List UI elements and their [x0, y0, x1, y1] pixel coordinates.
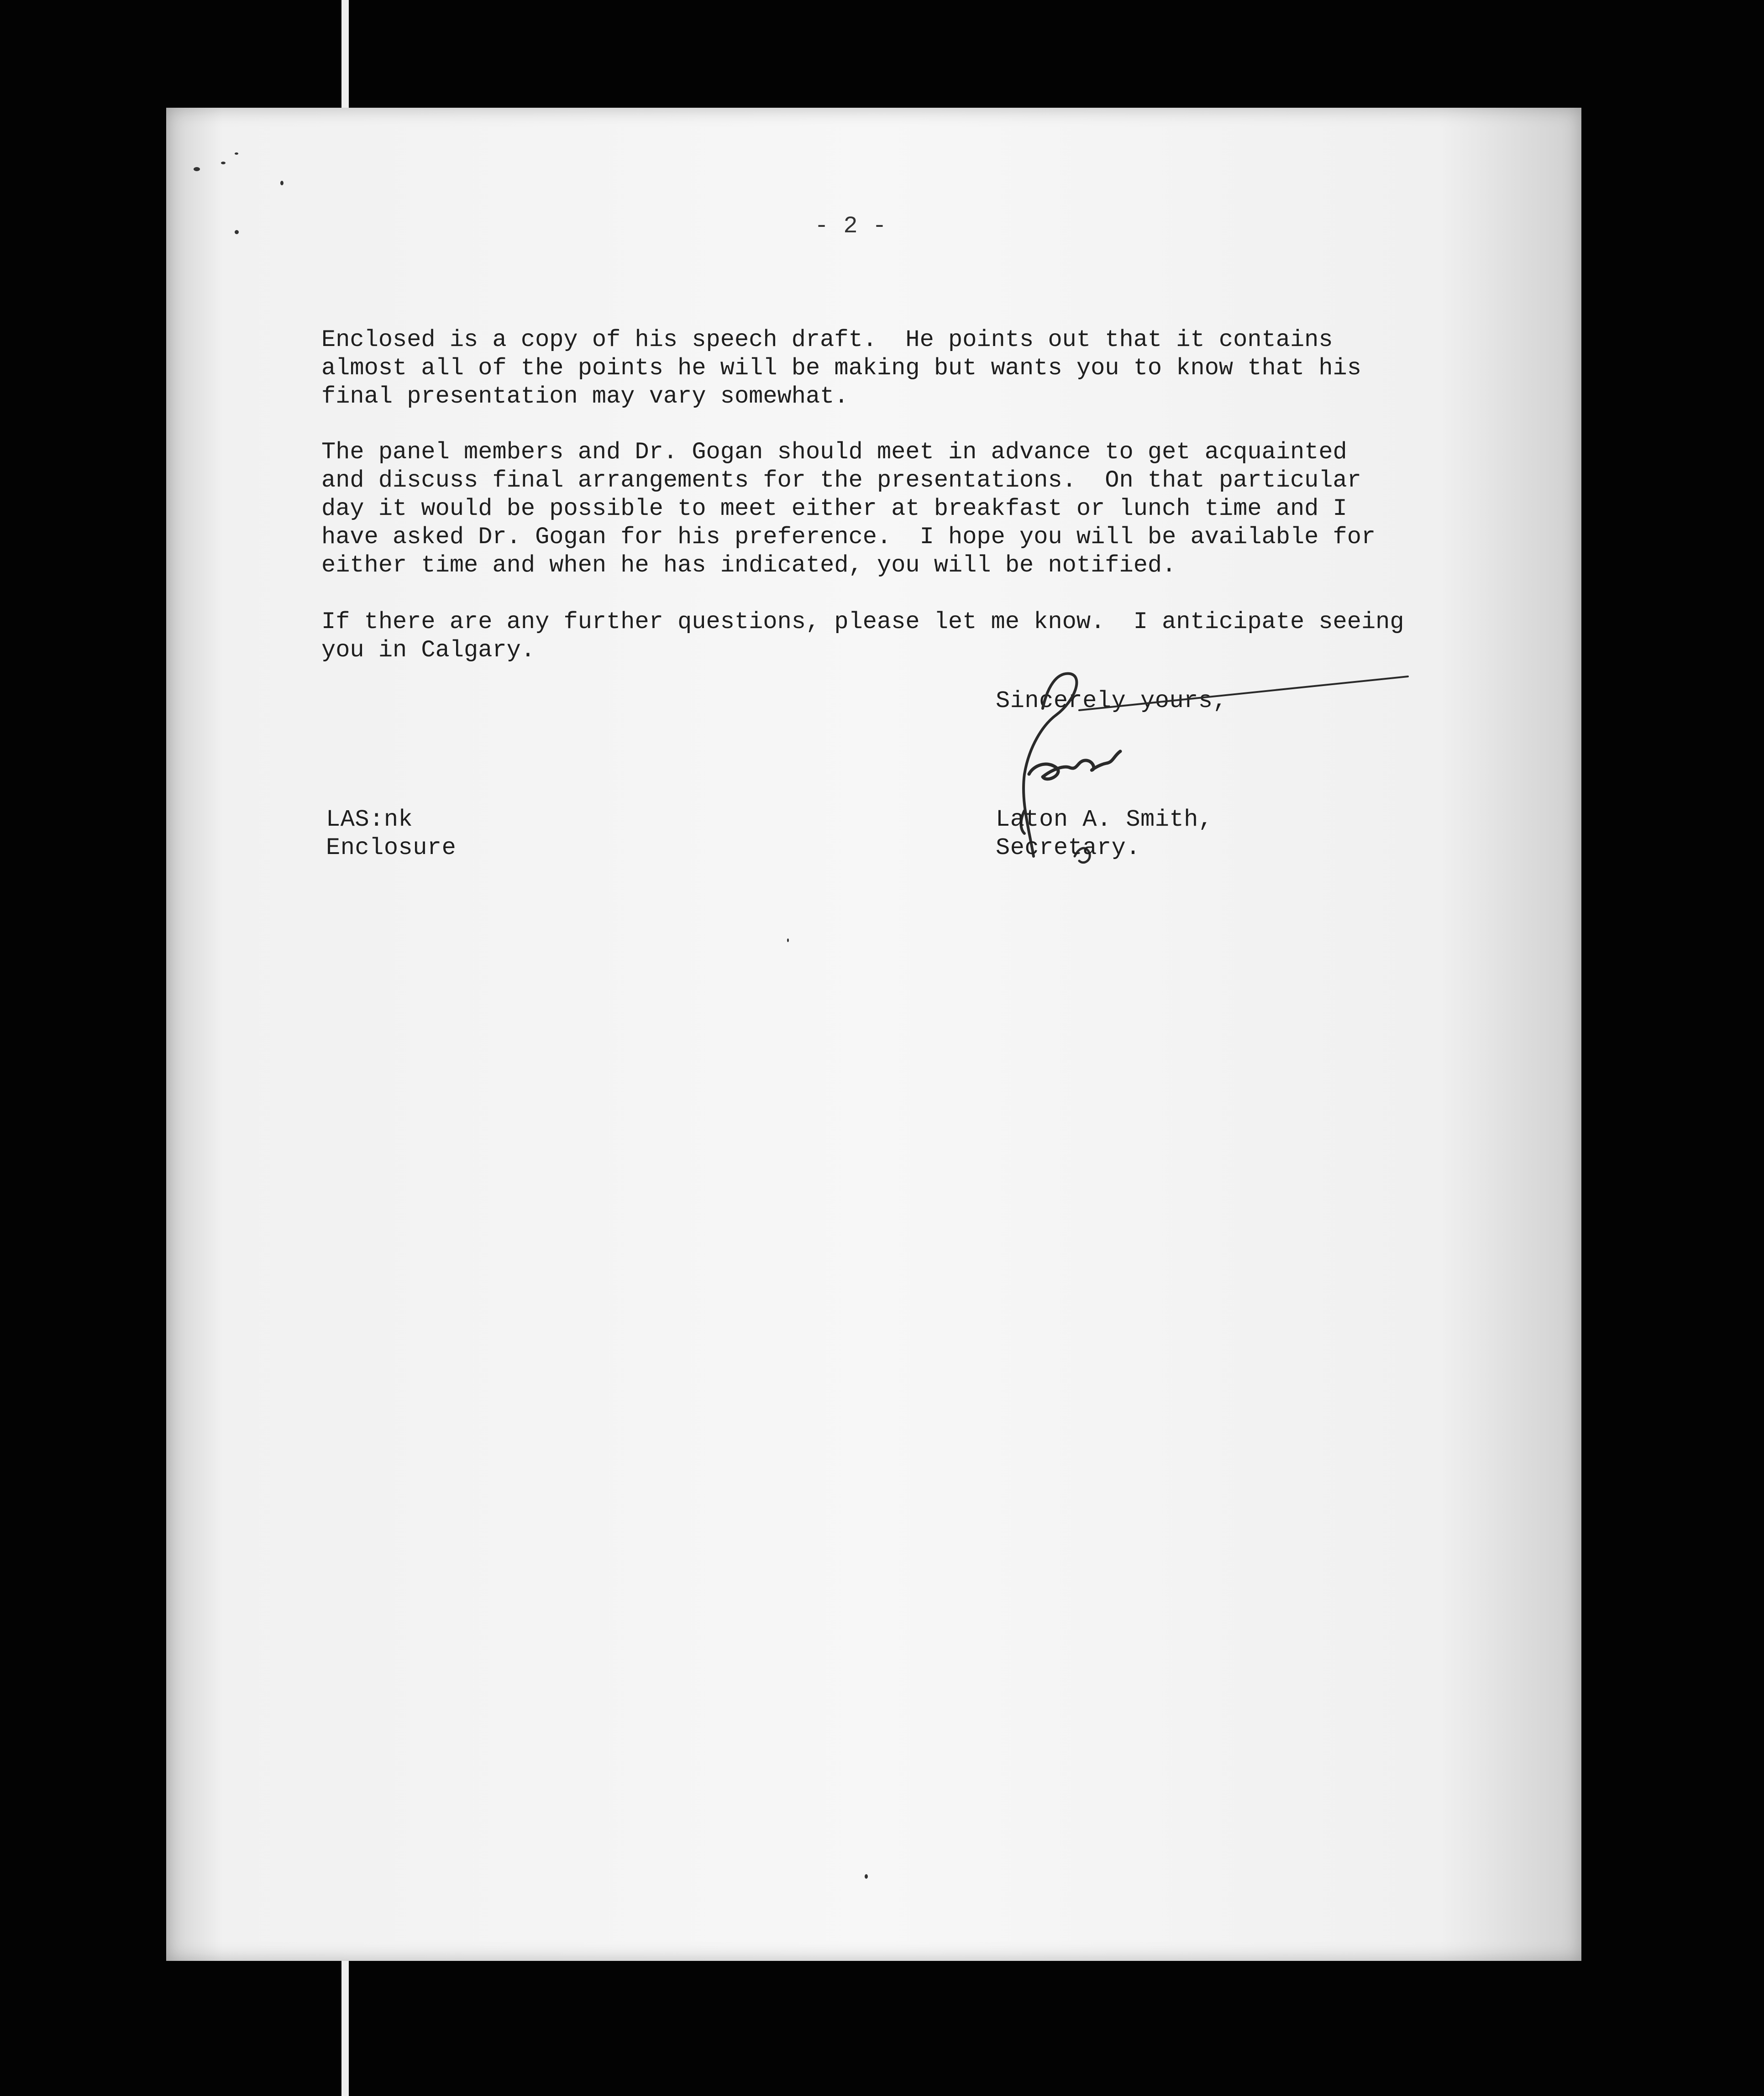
enclosure-note: Enclosure: [326, 834, 457, 861]
paragraph-line: The panel members and Dr. Gogan should meet in advance to get acquainted: [321, 439, 1347, 466]
paragraph-line: day it would be possible to meet either at breakfast or lunch time and I: [321, 495, 1347, 522]
dust-speck: [221, 162, 226, 164]
paragraph-line: have asked Dr. Gogan for his preference. I hope you will be available for: [321, 524, 1376, 550]
dust-speck: [235, 230, 239, 234]
film-edge-line-bottom: [341, 1958, 349, 2096]
paragraph-line: and discuss final arrangements for the presentations. On that particular: [321, 467, 1361, 494]
closing-salutation: Sincerely yours,: [996, 687, 1228, 714]
page-number: - 2 -: [814, 213, 887, 240]
paragraph-line: either time and when he has indicated, you will be notified.: [321, 552, 1176, 579]
dust-speck: [194, 167, 200, 171]
paragraph-line: final presentation may vary somewhat.: [321, 383, 849, 410]
dust-speck: [865, 1874, 868, 1879]
paragraph-line: you in Calgary.: [321, 637, 536, 664]
film-edge-line-top: [341, 0, 349, 108]
reference-initials: LAS:nk: [326, 806, 413, 833]
dust-speck: [787, 938, 789, 942]
dust-speck: [280, 181, 284, 185]
signer-name: Laton A. Smith,: [996, 806, 1213, 833]
paragraph-line: Enclosed is a copy of his speech draft. He points out that it contains: [321, 326, 1333, 353]
signer-title: Secretary.: [996, 834, 1141, 861]
paragraph-line: almost all of the points he will be making but wants you to know that his: [321, 355, 1361, 382]
handwritten-signature: [166, 108, 1581, 1961]
dust-speck: [235, 152, 238, 155]
paragraph-line: If there are any further questions, please let me know. I anticipate seeing: [321, 608, 1404, 635]
letter-page: [166, 108, 1581, 1961]
